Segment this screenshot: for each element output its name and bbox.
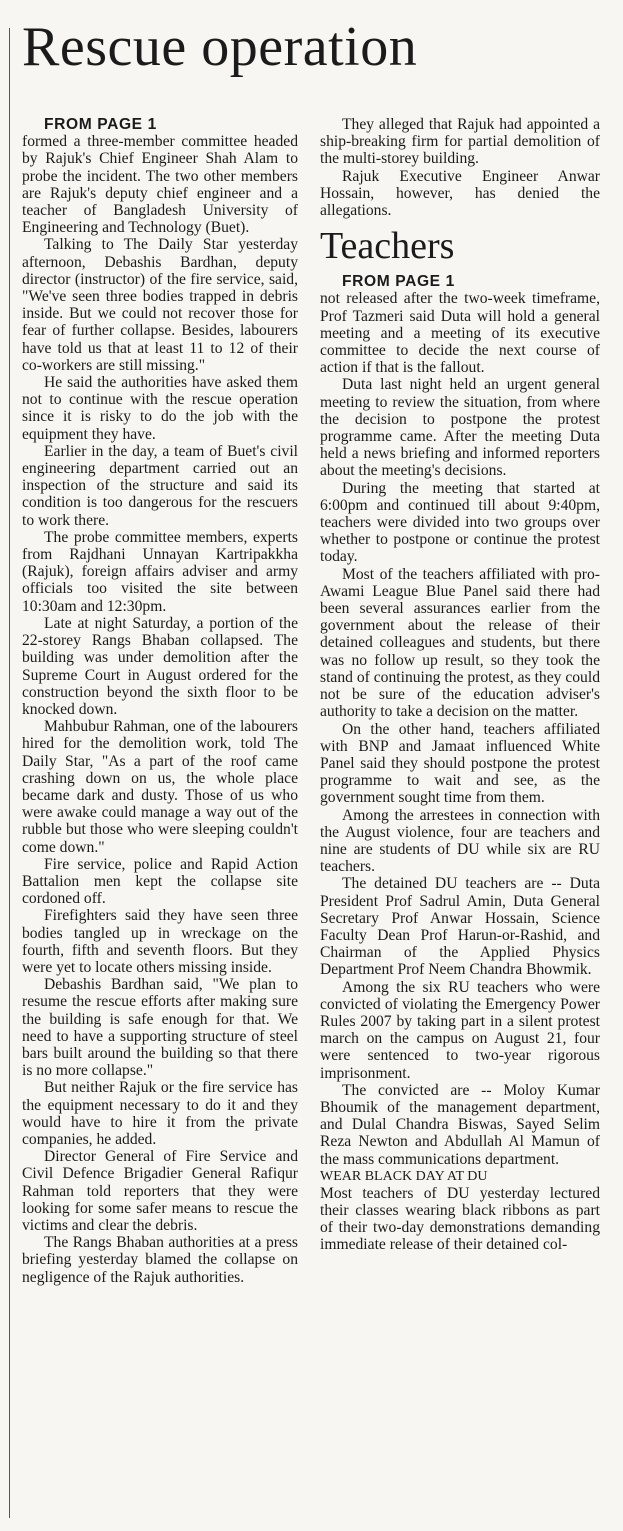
- headline-rescue-operation: Rescue operation: [22, 16, 418, 78]
- article-paragraph: On the other hand, teachers affiliated with BNP and Jamaat influenced White Panel said they should postpone the protest programme to wait and see, as the government sought time from them.: [320, 720, 600, 807]
- left-column: [22, 116, 298, 1286]
- article-paragraph: During the meeting that started at 6:00pm and continued till about 9:40pm, teachers were divided into two groups over whether to postpone or continue the protest today.: [320, 479, 600, 566]
- article-paragraph: Duta last night held an urgent general meeting to review the situation, from where the decision to postpone the protest programme came. After the meeting Duta held a news briefing and informed reporters about the meeting's decisions.: [320, 376, 600, 480]
- article-paragraph: not released after the two-week timeframe, Prof Tazmeri said Duta will hold a general meeting and a meeting of its executive committee to decide the next course of action if that is the fallout.: [320, 290, 600, 377]
- kicker-from-page-1: FROM PAGE 1: [44, 116, 157, 133]
- article-paragraph: Fire service, police and Rapid Action Battalion men kept the collapse site cordoned off.: [22, 855, 298, 908]
- article-paragraph: Mahbubur Rahman, one of the labourers hired for the demolition work, told The Daily Star, "As a part of the roof came crashing down on us, the whole place became dark and dusty. Those of us who were awake could manage a way out of the rubble but those who were sleeping couldn't come down.": [22, 718, 298, 856]
- article-paragraph: Earlier in the day, a team of Buet's civil engineering department carried out an inspection of the structure and said its condition is too dangerous for the rescuers to work there.: [22, 442, 298, 529]
- article-paragraph: Talking to The Daily Star yesterday afternoon, Debashis Bardhan, deputy director (instructor) of the fire service, said, "We've seen three bodies trapped in debris inside. But we could not recover those for fear of further collapse. Besides, labourers have told us that at least 11 to 12 of their co-workers are still missing.": [22, 236, 298, 374]
- article-paragraph: Debashis Bardhan said, "We plan to resume the rescue efforts after making sure the building is safe enough for that. We need to have a supporting structure of steel bars built around the building so that there is no more collapse.": [22, 976, 298, 1080]
- headline-teachers: Teachers: [320, 225, 455, 268]
- article-paragraph: The Rangs Bhaban authorities at a press briefing yesterday blamed the collapse on negligence of the Rajuk authorities.: [22, 1234, 298, 1286]
- article-paragraph: Among the six RU teachers who were convicted of violating the Emergency Power Rules 2007 by taking part in a silent protest march on the campus on August 21, four were sentenced to two-year rigorous imprisonment.: [320, 978, 600, 1082]
- article-paragraph: He said the authorities have asked them not to continue with the rescue operation since it is risky to do the job with the equipment they have.: [22, 374, 298, 443]
- article-paragraph: They alleged that Rajuk had appointed a ship-breaking firm for partial demolition of the multi-storey building.: [320, 116, 600, 168]
- article-paragraph: But neither Rajuk or the fire service has the equipment necessary to do it and they would have to hire it from the private companies, he added.: [22, 1079, 298, 1148]
- article-paragraph: Firefighters said they have seen three bodies tangled up in wreckage on the fourth, fifth and seventh floors. But they were yet to locate others missing inside.: [22, 907, 298, 976]
- article-paragraph: The probe committee members, experts from Rajdhani Unnayan Kartripakkha (Rajuk), foreign affairs adviser and army officials too visited the site between 10:30am and 12:30pm.: [22, 528, 298, 615]
- article-paragraph: Late at night Saturday, a portion of the 22-storey Rangs Bhaban collapsed. The building was under demolition after the Supreme Court in August ordered for the construction beyond the sixth floor to be knocked down.: [22, 614, 298, 718]
- article-paragraph: Most of the teachers affiliated with pro-Awami League Blue Panel said there had been several assurances earlier from the government about the release of their detained colleagues and students, but there was no follow up result, so they took the stand of continuing the protest, as they could not be sure of the education adviser's authority to take a decision on the matter.: [320, 565, 600, 721]
- article-paragraph: The detained DU teachers are -- Duta President Prof Sadrul Amin, Duta General Secretary Prof Anwar Hossain, Science Faculty Dean Prof Harun-or-Rashid, and Chairman of the Applied Physics Department Prof Neem Chandra Bhowmik.: [320, 875, 600, 979]
- column-rule: [9, 28, 10, 1518]
- article-paragraph: Director General of Fire Service and Civil Defence Brigadier General Rafiqur Rahman told reporters that they were looking for some safer means to rescue the victims and clear the debris.: [22, 1148, 298, 1234]
- right-column: [320, 116, 600, 1254]
- article-paragraph: Among the arrestees in connection with the August violence, four are teachers and nine are students of DU while six are RU teachers.: [320, 806, 600, 876]
- article-paragraph: Most teachers of DU yesterday lectured their classes wearing black ribbons as part of their two-day demonstrations demanding immediate release of their detained col-: [320, 1184, 600, 1254]
- article-paragraph: Rajuk Executive Engineer Anwar Hossain, however, has denied the allegations.: [320, 167, 600, 220]
- crosshead-wear-black-day: WEAR BLACK DAY AT DU: [320, 1168, 488, 1184]
- kicker-from-page-1: FROM PAGE 1: [342, 273, 455, 291]
- article-paragraph: formed a three-member committee headed by Rajuk's Chief Engineer Shah Alam to probe the incident. The two other members are Rajuk's deputy chief engineer and a teacher of Bangladesh University of Engineering and Technology (Buet).: [22, 133, 298, 237]
- article-paragraph: The convicted are -- Moloy Kumar Bhoumik of the management department, and Dulal Chandra Biswas, Sayed Selim Reza Newton and Abdullah Al Mamun of the mass communications department.: [320, 1081, 600, 1168]
